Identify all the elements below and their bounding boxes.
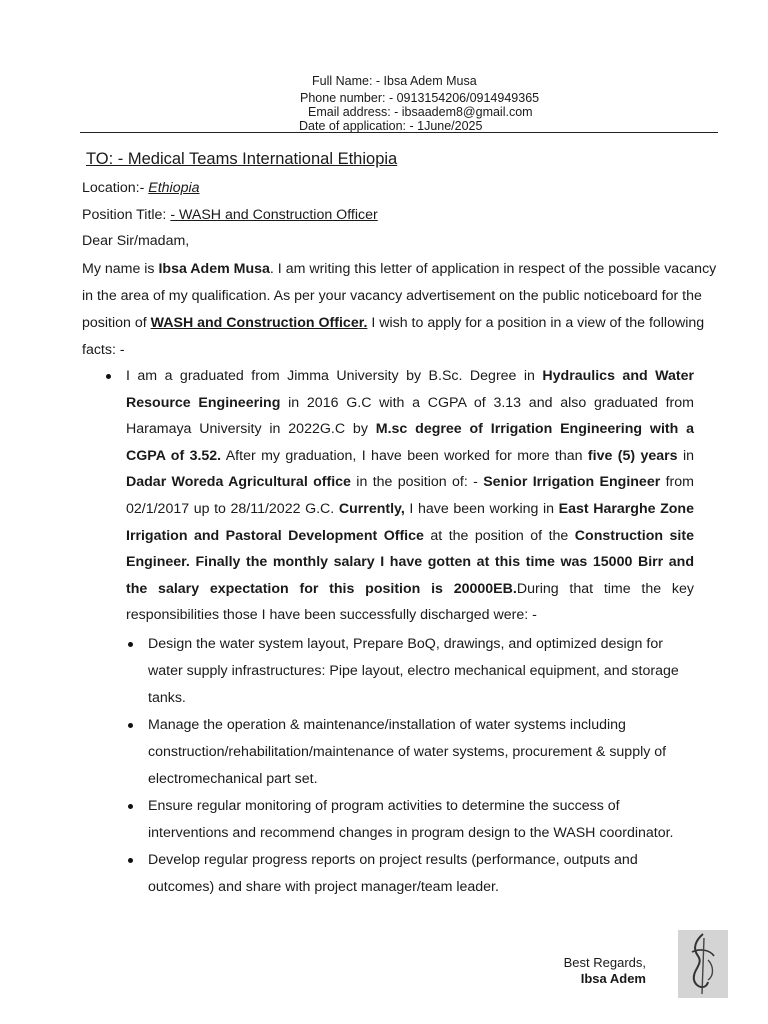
list-item xyxy=(104,363,694,901)
position-label: Position Title: xyxy=(82,207,171,223)
bullet-icon xyxy=(128,858,133,863)
list-item xyxy=(126,847,694,901)
text-emphasis: five (5) years xyxy=(587,447,678,464)
text: in the position of: - xyxy=(350,474,484,491)
text: After my graduation, I have been worked for more than xyxy=(221,447,588,464)
intro-name: Ibsa Adem Musa xyxy=(158,261,270,277)
text: in xyxy=(677,447,694,464)
responsibility-text: Develop regular progress reports on project results (performance, outputs and outcomes) and share with project manager/team leader. xyxy=(148,851,638,895)
header-full-name: Full Name: - Ibsa Adem Musa xyxy=(312,74,477,88)
intro-text: I wish to apply for a position in a view of the following facts: - xyxy=(82,315,705,358)
location-label: Location:- xyxy=(82,180,149,196)
intro-paragraph xyxy=(82,256,722,364)
text: at the position of the xyxy=(423,527,575,544)
intro-position: WASH and Construction Officer. xyxy=(150,315,368,331)
signature-image xyxy=(678,930,728,998)
bullet-icon xyxy=(128,723,133,728)
responsibility-text: Manage the operation & maintenance/installation of water systems including construction/rehabilitation/maintenance of water systems, procurement & supply of electromechanical part set. xyxy=(148,716,667,787)
header-email: Email address: - ibsaadem8@gmail.com xyxy=(308,105,533,119)
responsibility-text: Ensure regular monitoring of program activities to determine the success of interventions and recommend changes in program design to the WASH coordinator. xyxy=(148,797,674,841)
text: in 2016 G.C with a CGPA of 3.13 and also graduated from Haramaya University in 2022G.C by xyxy=(126,394,694,438)
list-item xyxy=(126,712,694,793)
intro-text: My name is xyxy=(82,261,159,277)
header-phone: Phone number: - 0913154206/0914949365 xyxy=(300,91,540,105)
location-value: Ethiopia xyxy=(148,180,200,196)
text: from 02/1/2017 up to 28/11/2022 G.C. xyxy=(126,474,694,517)
responsibility-text: Design the water system layout, Prepare BoQ, drawings, and optimized design for water supply infrastructures: Pipe layout, electro mechanical equipment, and storage tanks. xyxy=(148,635,679,706)
bullet-icon xyxy=(128,804,133,809)
text: I am a graduated from Jimma University by B.Sc. Degree in xyxy=(126,368,543,384)
text-emphasis: East Hararghe Zone Irrigation and Pastoral Development Office xyxy=(126,500,694,544)
text-emphasis: Currently, xyxy=(338,500,405,517)
text: I have been working in xyxy=(404,500,559,517)
header-divider xyxy=(80,132,718,133)
list-item xyxy=(126,793,694,847)
responsibilities-list xyxy=(126,631,694,901)
position-value: - WASH and Construction Officer xyxy=(170,207,378,223)
text-emphasis: Dadar Woreda Agricultural office xyxy=(126,474,351,491)
location-line xyxy=(82,180,200,196)
text-emphasis: Hydraulics and Water Resource Engineering xyxy=(126,368,695,411)
text: During that time the key responsibilities those I have been successfully discharged were: - xyxy=(126,580,694,624)
recipient: TO: - Medical Teams International Ethiopia xyxy=(86,150,398,168)
text-emphasis: M.sc degree of Irrigation Engineering with a CGPA of 3.52. xyxy=(126,421,695,464)
header-date: Date of application: - 1June/2025 xyxy=(299,119,483,133)
list-item xyxy=(126,631,694,712)
intro-text: . I am writing this letter of application in respect of the possible vacancy in the area of my qualification. As per your vacancy advertisement on the public noticeboard for the position of xyxy=(82,261,717,331)
closing-name: Ibsa Adem xyxy=(580,971,646,986)
text-emphasis: Senior Irrigation Engineer xyxy=(483,474,661,491)
bullet-icon xyxy=(106,374,111,379)
bullet-icon xyxy=(128,642,133,647)
main-bullet-list xyxy=(104,363,694,901)
signature-icon xyxy=(678,930,728,998)
salutation: Dear Sir/madam, xyxy=(82,233,190,249)
closing-regards: Best Regards, xyxy=(563,955,646,970)
position-line xyxy=(82,207,378,223)
text-emphasis: Construction site Engineer. Finally the monthly salary I have gotten at this time was 15000 Birr and the salary expectation for this position is 20000EB. xyxy=(126,527,694,597)
